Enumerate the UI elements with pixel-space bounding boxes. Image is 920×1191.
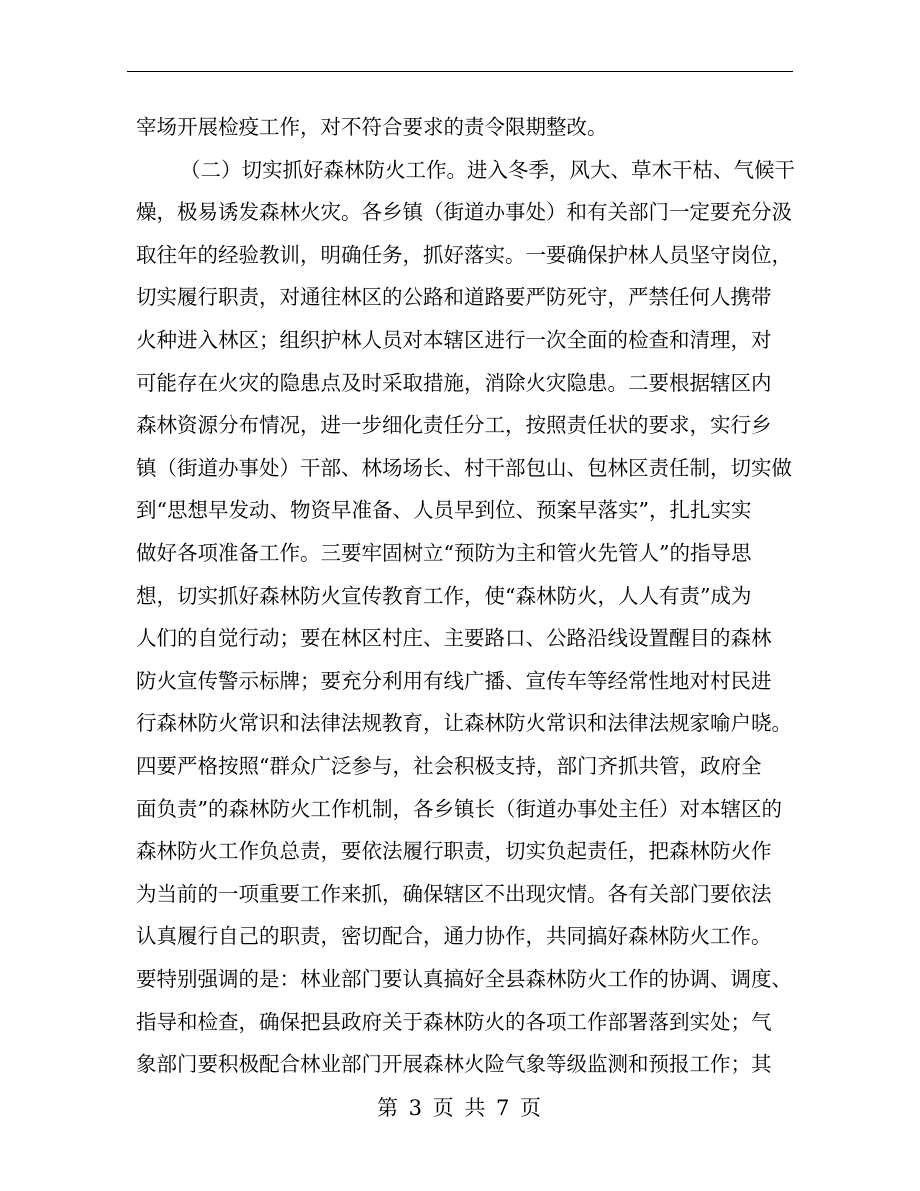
text-line: 火种进入林区；组织护林人员对本辖区进行一次全面的检查和清理，对 <box>136 328 772 352</box>
text-line: 宰场开展检疫工作，对不符合要求的责令限期整改。 <box>136 115 608 139</box>
text-line: 可能存在火灾的隐患点及时采取措施，消除火灾隐患。二要根据辖区内 <box>136 370 772 395</box>
text-line: 面负责”的森林防火工作机制，各乡镇长（街道办事处主任）对本辖区的 <box>136 796 782 821</box>
text-line: 森林防火工作负总责，要依法履行职责，切实负起责任，把森林防火作 <box>136 839 772 864</box>
text-line: 想，切实抓好森林防火宣传教育工作，使“森林防火，人人有责”成为 <box>136 583 752 608</box>
text-line: 切实履行职责，对通往林区的公路和道路要严防死守，严禁任何人携带 <box>136 285 772 310</box>
text-line: 做好各项准备工作。三要牢固树立“预防为主和管火先管人”的指导思 <box>136 541 752 565</box>
text-line: 取往年的经验教训，明确任务，抓好落实。一要确保护林人员坚守岗位， <box>136 242 792 267</box>
text-line: 指导和检查，确保把县政府关于森林防火的各项工作部署落到实处；气 <box>136 1009 772 1034</box>
text-line: 认真履行自己的职责，密切配合，通力协作，共同搞好森林防火工作。 <box>136 924 772 949</box>
text-line: 人们的自觉行动；要在林区村庄、主要路口、公路沿线设置醒目的森林 <box>136 626 772 651</box>
text-line: 四要严格按照“群众广泛参与，社会积极支持，部门齐抓共管，政府全 <box>136 754 762 778</box>
text-line: 要特别强调的是：林业部门要认真搞好全县森林防火工作的协调、调度、 <box>136 967 792 991</box>
page-number-footer: 第 3 页 共 7 页 <box>376 1096 544 1120</box>
header-rule <box>127 71 793 72</box>
text-line: 燥，极易诱发森林火灾。各乡镇（街道办事处）和有关部门一定要充分汲 <box>136 200 792 225</box>
text-line: （二）切实抓好森林防火工作。进入冬季，风大、草木干枯、气候干 <box>180 157 795 182</box>
text-line: 为当前的一项重要工作来抓，确保辖区不出现灾情。各有关部门要依法 <box>136 881 772 906</box>
text-line: 行森林防火常识和法律法规教育，让森林防火常识和法律法规家喻户晓。 <box>136 711 792 736</box>
text-line: 防火宣传警示标牌；要充分利用有线广播、宣传车等经常性地对村民进 <box>136 668 772 693</box>
text-line: 到“思想早发动、物资早准备、人员早到位、预案早落实”，扎扎实实 <box>136 498 752 523</box>
text-line: 森林资源分布情况，进一步细化责任分工，按照责任状的要求，实行乡 <box>136 413 772 438</box>
text-line: 象部门要积极配合林业部门开展森林火险气象等级监测和预报工作；其 <box>136 1052 772 1077</box>
text-line: 镇（街道办事处）干部、林场场长、村干部包山、包林区责任制，切实做 <box>136 455 792 480</box>
